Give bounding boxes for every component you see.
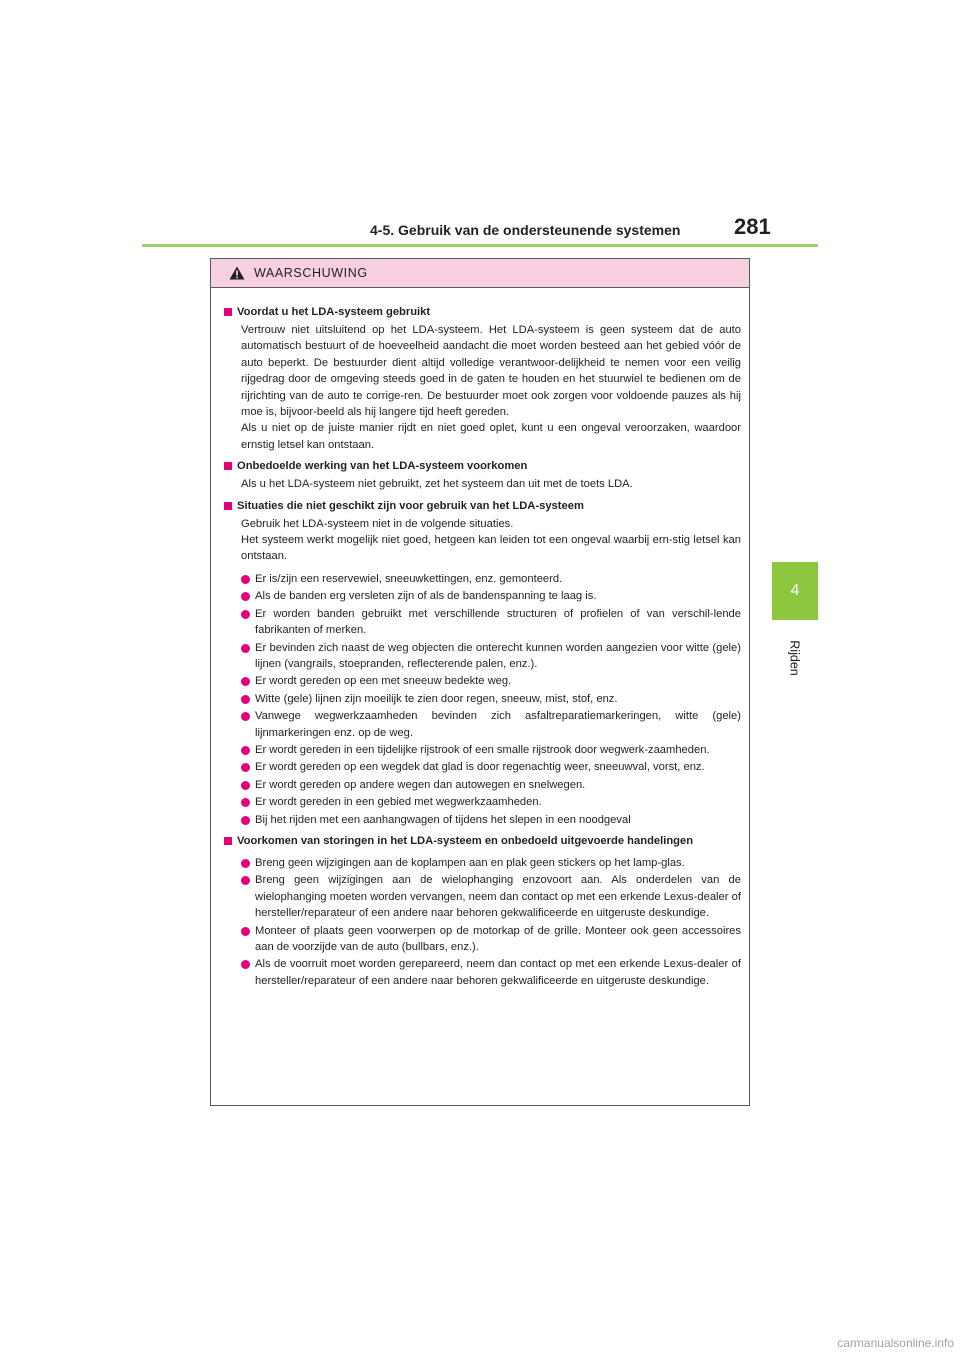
list-item-text: Als de voorruit moet worden gerepareerd, neem dan contact op met een erkende Lexus-dealer of hersteller/reparateur of een andere naar behoren gekwalificeerde en uitgeruste deskundige. [255, 958, 741, 987]
list-item [241, 640, 741, 673]
list-item-text: Bij het rijden met een aanhangwagen of tijdens het slepen in een noodgeval [255, 813, 631, 826]
list-item [241, 956, 741, 989]
list-item-text: Er wordt gereden op andere wegen dan autowegen en snelwegen. [255, 778, 586, 791]
chapter-label [772, 628, 818, 688]
square-bullet-icon [224, 308, 232, 316]
square-bullet-icon [224, 462, 232, 470]
list-item [241, 673, 741, 689]
round-bullet-icon [241, 610, 250, 619]
round-bullet-icon [241, 575, 250, 584]
round-bullet-icon [241, 781, 250, 790]
round-bullet-icon [241, 746, 250, 755]
section-title-text: Situaties die niet geschikt zijn voor gebruik van het LDA-systeem [237, 499, 584, 512]
list-item-text: Er worden banden gebruikt met verschillende structuren of profielen of van verschil-lende fabrikanten of merken. [255, 607, 741, 637]
round-bullet-icon [241, 712, 250, 721]
round-bullet-icon [241, 695, 250, 704]
round-bullet-icon [241, 859, 250, 868]
round-bullet-icon [241, 816, 250, 825]
section-title-text: Voorkomen van storingen in het LDA-systeem en onbedoeld uitgevoerde handelingen [237, 834, 694, 847]
round-bullet-icon [241, 876, 250, 885]
list-item-text: Vanwege wegwerkzaamheden bevinden zich asfaltreparatiemarkeringen, witte (gele) lijnmarkeringen enz. op de weg. [255, 710, 741, 739]
round-bullet-icon [241, 677, 250, 686]
section-title [224, 833, 741, 849]
list-item [241, 812, 741, 828]
section-paragraph: Vertrouw niet uitsluitend op het LDA-systeem. Het LDA-systeem is geen systeem dat de auto automatisch bestuurt of de hoeveelheid aandacht die moet worden besteed aan het gebied vóór de auto beperkt. De bestuurder dient altijd volledige verantwoor-delijkheid te nemen voor een veilig rijgedrag door de omgeving steeds goed in de gaten te houden en het stuurwiel te bedienen om de rijrichting van de auto te corrige-ren. De bestuurder moet ook zorgen voor voldoende pauzes als hij moe is, bijvoor-beeld als hij langere tijd heeft gereden. Als u niet op de juiste manier rijdt en niet goed oplet, kunt u een ongeval veroorzaken, waardoor ernstig letsel kan ontstaan. [241, 324, 741, 451]
section-title [224, 498, 741, 514]
list-item-text: Breng geen wijzigingen aan de wielophanging enzovoort aan. Als onderdelen van de wielophanging moeten worden vervangen, neem dan contact op met een erkende Lexus-dealer of hersteller/reparateur of een andere naar behoren gekwalificeerde en uitgeruste deskundige. [255, 874, 741, 920]
list-item [241, 872, 741, 921]
section-title-text: Voordat u het LDA-systeem gebruikt [237, 306, 431, 318]
list-item-text: Monteer of plaats geen voorwerpen op de motorkap of de grille. Monteer ook geen accessoires aan de voorzijde van de auto (bullbars, enz.). [255, 924, 741, 953]
list-item [241, 777, 741, 793]
square-bullet-icon [224, 502, 232, 510]
bullet-list [241, 855, 741, 989]
list-item-text: Er is/zijn een reservewiel, sneeuwkettingen, enz. gemonteerd. [255, 572, 563, 585]
round-bullet-icon [241, 763, 250, 772]
warning-section [224, 304, 741, 453]
list-item [241, 606, 741, 639]
section-title [224, 458, 741, 474]
warning-header [211, 259, 749, 288]
round-bullet-icon [241, 927, 250, 936]
list-item-text: Als de banden erg versleten zijn of als de bandenspanning te laag is. [255, 590, 597, 603]
list-item [241, 708, 741, 741]
warning-section [224, 498, 741, 828]
page-number: 281 [734, 214, 771, 239]
list-item-text: Er bevinden zich naast de weg objecten die onterecht kunnen worden aangezien voor witte (gele) lijnen (vangrails, stoepranden, reflecterende palen, enz.). [255, 641, 741, 670]
list-item-text: Er wordt gereden op een wegdek dat glad is door regenachtig weer, sneeuwval, vorst, enz. [255, 761, 705, 774]
bullet-list [241, 571, 741, 828]
round-bullet-icon [241, 960, 250, 969]
warning-box [210, 258, 750, 1106]
list-item [241, 571, 741, 587]
list-item [241, 588, 741, 604]
section-title [224, 304, 741, 320]
list-item [241, 691, 741, 707]
chapter-number: 4 [790, 582, 800, 599]
square-bullet-icon [224, 837, 232, 845]
running-header-title: 4-5. Gebruik van de ondersteunende systemen [370, 222, 681, 238]
section-paragraph: Gebruik het LDA-systeem niet in de volgende situaties. Het systeem werkt mogelijk niet goed, hetgeen kan leiden tot een ongeval waarbij ern-stig letsel kan ontstaan. [241, 517, 741, 563]
section-title-text: Onbedoelde werking van het LDA-systeem voorkomen [237, 460, 528, 473]
chapter-label-text: Rijden [788, 640, 802, 676]
list-item-text: Breng geen wijzigingen aan de koplampen aan en plak geen stickers op het lamp-glas. [255, 856, 685, 869]
list-item [241, 759, 741, 775]
warning-section [224, 833, 741, 989]
watermark[interactable]: carmanualsonline.info [837, 1336, 954, 1350]
warning-title: WAARSCHUWING [254, 266, 368, 280]
round-bullet-icon [241, 644, 250, 653]
list-item-text: Er wordt gereden in een tijdelijke rijstrook of een smalle rijstrook door wegwerk-zaamheden. [255, 743, 710, 756]
list-item [241, 742, 741, 758]
header-divider [142, 244, 818, 247]
warning-triangle-icon [229, 266, 245, 280]
round-bullet-icon [241, 798, 250, 807]
list-item [241, 794, 741, 810]
warning-body [211, 288, 749, 989]
list-item [241, 855, 741, 871]
section-paragraph: Als u het LDA-systeem niet gebruikt, zet het systeem dan uit met de toets LDA. [241, 478, 633, 491]
list-item [241, 923, 741, 956]
warning-section [224, 458, 741, 492]
chapter-tab [772, 562, 818, 620]
round-bullet-icon [241, 592, 250, 601]
list-item-text: Er wordt gereden op een met sneeuw bedekte weg. [255, 675, 512, 688]
list-item-text: Witte (gele) lijnen zijn moeilijk te zien door regen, sneeuw, mist, stof, enz. [255, 692, 618, 705]
list-item-text: Er wordt gereden in een gebied met wegwerkzaamheden. [255, 796, 542, 809]
